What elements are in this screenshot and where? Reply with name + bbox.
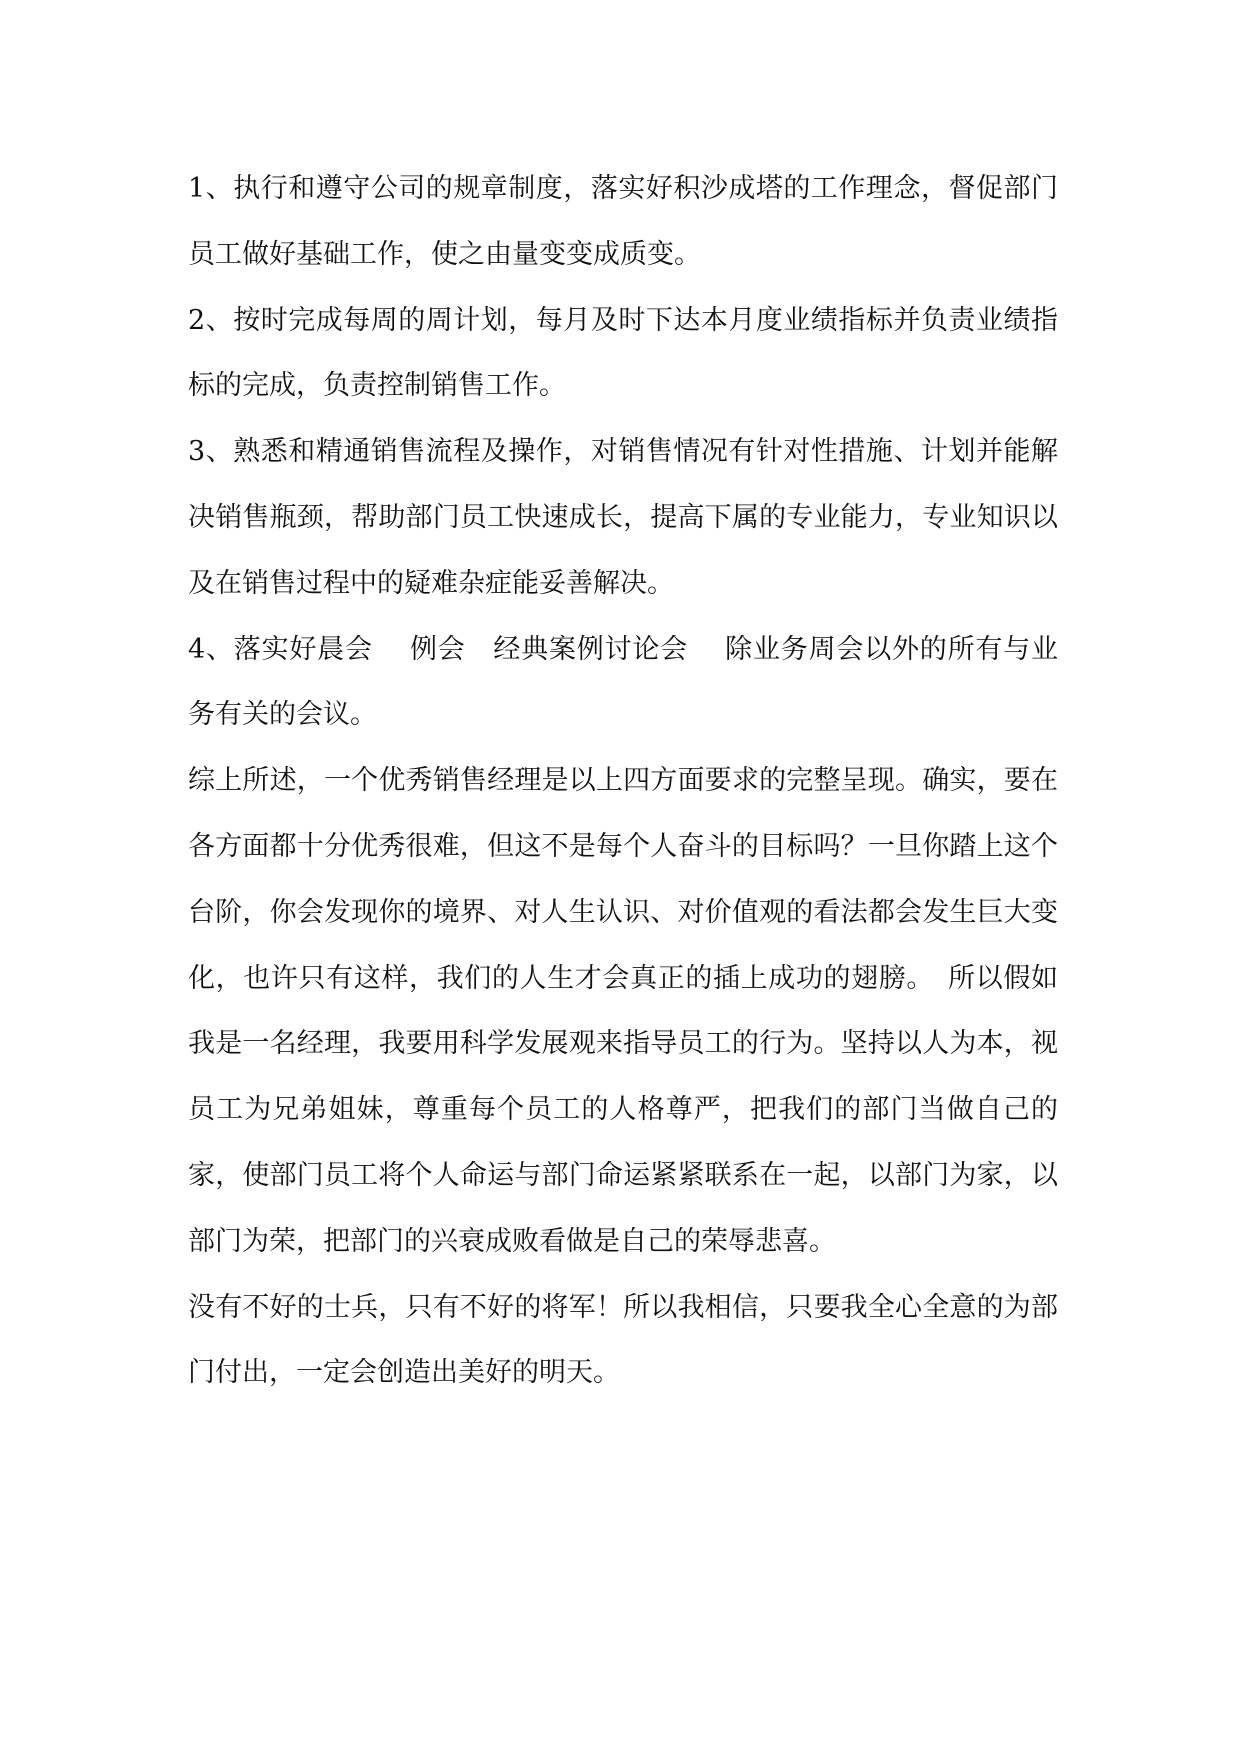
- paragraph-conclusion: 没有不好的士兵，只有不好的将军！所以我相信，只要我全心全意的为部门付出，一定会创造出美好的明天。: [188, 1291, 1058, 1389]
- paragraph-duty-1: 1、执行和遵守公司的规章制度，落实好积沙成塔的工作理念，督促部门员工做好基础工作，使之由量变变成质变。: [188, 173, 1058, 270]
- paragraph-duty-3: 3、熟悉和精通销售流程及操作，对销售情况有针对性措施、计划并能解决销售瓶颈，帮助部门员工快速成长，提高下属的专业能力，专业知识以及在销售过程中的疑难杂症能妥善解决。: [188, 436, 1058, 599]
- paragraph-duty-4: 4、落实好晨会 例会 经典案例讨论会 除业务周会以外的所有与业务有关的会议。: [188, 633, 1058, 731]
- paragraph-duty-2: 2、按时完成每周的周计划，每月及时下达本月度业绩指标并负责业绩指标的完成，负责控制销售工作。: [188, 304, 1058, 402]
- document-body: [188, 156, 1058, 1406]
- paragraph-summary: 综上所述，一个优秀销售经理是以上四方面要求的完整呈现。确实，要在各方面都十分优秀很难，但这不是每个人奋斗的目标吗？一旦你踏上这个台阶，你会发现你的境界、对人生认识、对价值观的看法都会发生巨大变化，也许只有这样，我们的人生才会真正的插上成功的翅膀。 所以假如我是一名经理，我要用科学发展观来指导员工的行为。坚持以人为本，视员工为兄弟姐妹，尊重每个员工的人格尊严，把我们的部门当做自己的家，使部门员工将个人命运与部门命运紧紧联系在一起，以部门为家，以部门为荣，把部门的兴衰成败看做是自己的荣辱悲喜。: [188, 765, 1058, 1257]
